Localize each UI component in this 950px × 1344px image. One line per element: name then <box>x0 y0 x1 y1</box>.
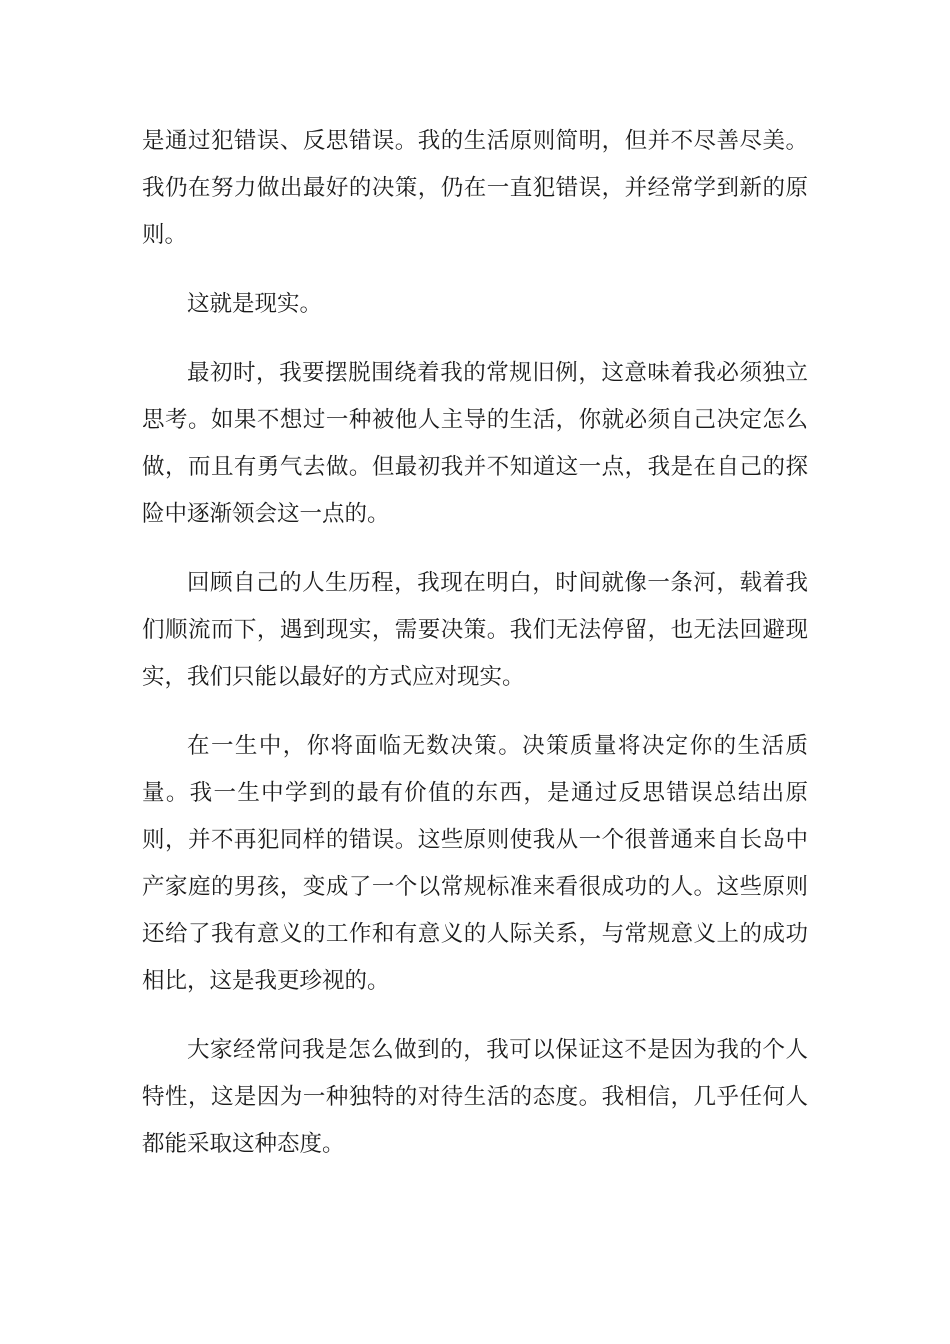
paragraph-continuation: 是通过犯错误、反思错误。我的生活原则简明，但并不尽善尽美。我仍在努力做出最好的决策，仍在一直犯错误，并经常学到新的原则。 <box>142 128 808 248</box>
paragraph-attitude: 大家经常问我是怎么做到的，我可以保证这不是因为我的个人特性，这是因为一种独特的对待生活的态度。我相信，几乎任何人都能采取这种态度。 <box>142 1037 808 1157</box>
paragraph-time-river: 回顾自己的人生历程，我现在明白，时间就像一条河，载着我们顺流而下，遇到现实，需要决策。我们无法停留，也无法回避现实，我们只能以最好的方式应对现实。 <box>142 570 808 690</box>
paragraph-decisions: 在一生中，你将面临无数决策。决策质量将决定你的生活质量。我一生中学到的最有价值的东西，是通过反思错误总结出原则，并不再犯同样的错误。这些原则使我从一个很普通来自长岛中产家庭的男孩，变成了一个以常规标准来看很成功的人。这些原则还给了我有意义的工作和有意义的人际关系，与常规意义上的成功相比，这是我更珍视的。 <box>142 733 808 994</box>
paragraph-independent-thinking: 最初时，我要摆脱围绕着我的常规旧例，这意味着我必须独立思考。如果不想过一种被他人主导的生活，你就必须自己决定怎么做，而且有勇气去做。但最初我并不知道这一点，我是在自己的探险中逐渐领会这一点的。 <box>142 360 808 527</box>
document-body <box>142 118 808 1190</box>
paragraph-reality: 这就是现实。 <box>187 291 323 317</box>
